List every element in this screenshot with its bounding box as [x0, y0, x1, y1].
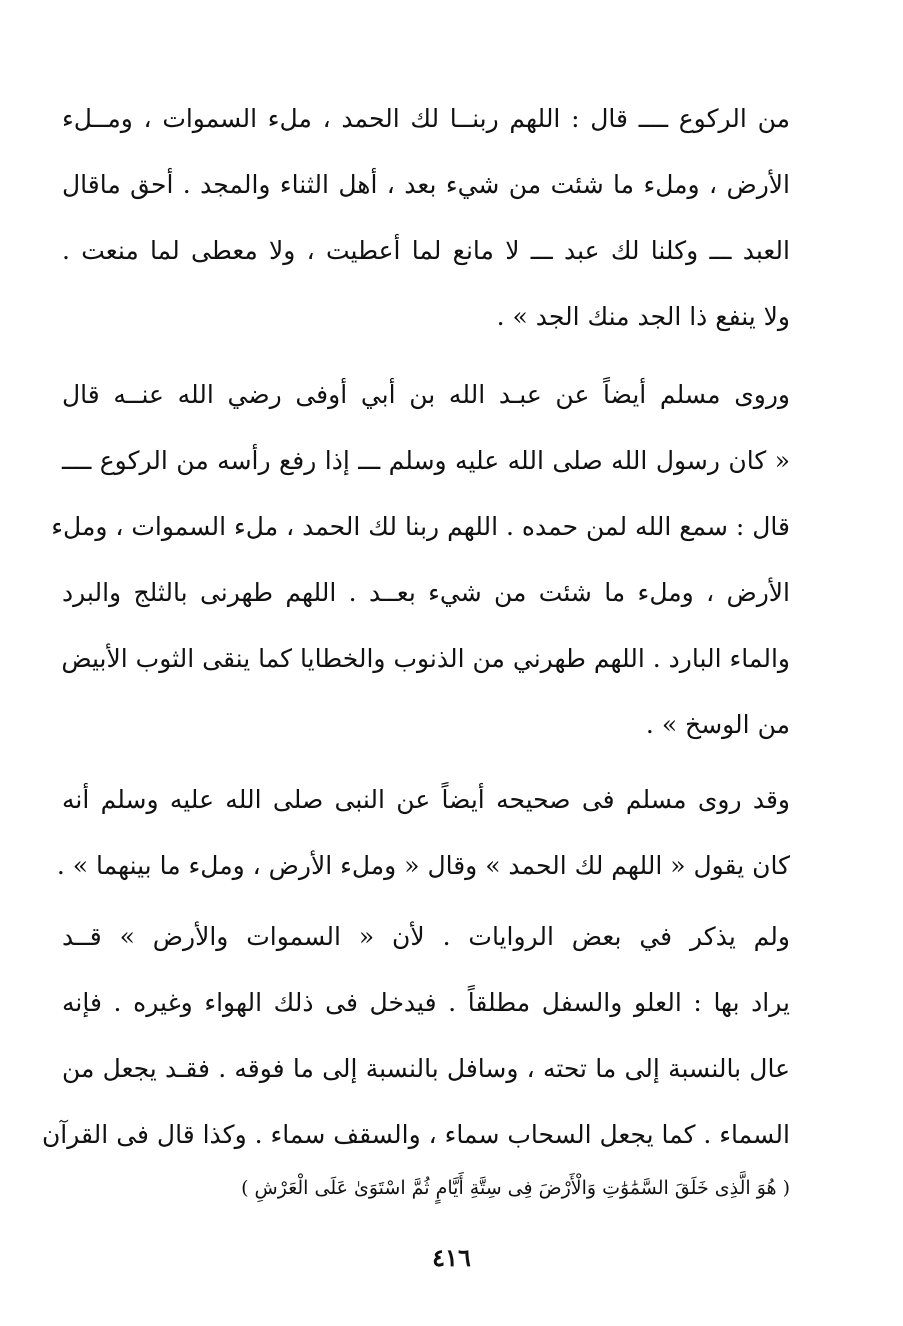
text-line: وقد روى مسلم فى صحيحه أيضاً عن النبى صلى الله عليه وسلم أنه [62, 785, 790, 814]
paragraph-1 [62, 86, 790, 350]
text-line: من الركوع ــــ قال : اللهم ربنــا لك الحمد ، ملء السموات ، ومــلء [62, 104, 790, 133]
text-line: يراد بها : العلو والسفل مطلقاً . فيدخل فى ذلك الهواء وغيره . فإنه [62, 988, 790, 1017]
text-line: كان يقول « اللهم لك الحمد » وقال « وملء الأرض ، وملء ما بينهما » . [56, 851, 790, 880]
text-line: ولم يذكر في بعض الروايات . لأن « السموات والأرض » قــد [62, 922, 790, 951]
text-line: من الوسخ » . [645, 710, 790, 739]
text-line: « كان رسول الله صلى الله عليه وسلم ـــ إذا رفع رأسه من الركوع ــــ [62, 446, 790, 475]
paragraph-2 [51, 362, 790, 758]
text-line: الأرض ، وملء ما شئت من شيء بعد ، أهل الثناء والمجد . أحق ماقال [62, 170, 790, 199]
text-line: عال بالنسبة إلى ما تحته ، وسافل بالنسبة إلى ما فوقه . فقـد يجعل من [62, 1054, 790, 1083]
text-line: العبد ـــ وكلنا لك عبد ـــ لا مانع لما أعطيت ، ولا معطى لما منعت . [62, 236, 790, 265]
page-number: ٤١٦ [432, 1243, 471, 1272]
text-line: الأرض ، وملء ما شئت من شيء بعــد . اللهم طهرنى بالثلج والبرد [62, 578, 790, 607]
text-line: قال : سمع الله لمن حمده . اللهم ربنا لك الحمد ، ملء السموات ، وملء [51, 512, 790, 541]
text-line: والماء البارد . اللهم طهرني من الذنوب والخطايا كما ينقى الثوب الأبيض [61, 644, 790, 673]
text-line: السماء . كما يجعل السحاب سماء ، والسقف سماء . وكذا قال فى القرآن [41, 1120, 790, 1149]
paragraph-3 [56, 767, 790, 899]
text-line: ولا ينفع ذا الجد منك الجد » . [496, 302, 790, 331]
quran-verse: ( هُوَ الَّذِى خَلَقَ السَّمَٰوَٰتِ وَالْأَرْضَ فِى سِتَّةِ أَيَّامٍ ثُمَّ اسْتَوَىٰ عَلَى الْعَرْشِ ) [241, 1177, 790, 1199]
paragraph-4 [41, 904, 790, 1210]
text-line: وروى مسلم أيضاً عن عبـد الله بن أبي أوفى رضي الله عنــه قال [62, 380, 790, 409]
